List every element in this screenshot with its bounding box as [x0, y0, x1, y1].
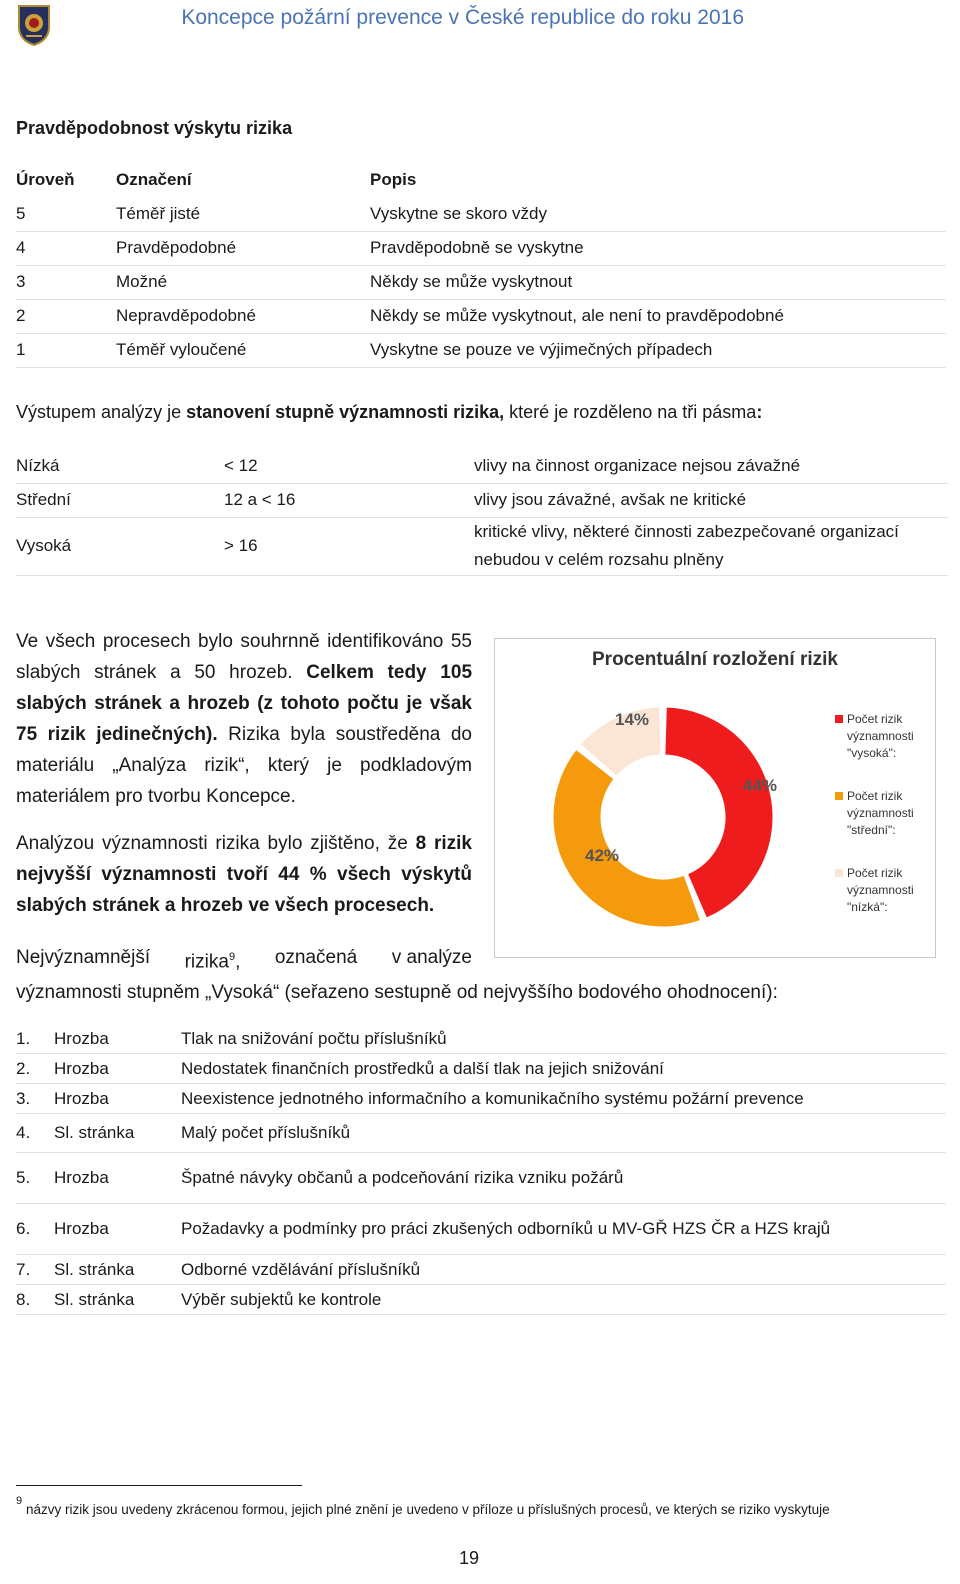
legend-item-medium	[835, 788, 931, 839]
band-name: Vysoká	[16, 517, 224, 575]
chart-legend	[835, 711, 931, 942]
risk-number: 1.	[16, 1024, 54, 1054]
column-header: Úroveň	[16, 170, 75, 189]
table-row	[16, 197, 946, 231]
output-colon: :	[756, 402, 763, 422]
risk-type: Hrozba	[54, 1153, 181, 1204]
intro-word: v analýze	[391, 947, 472, 968]
risk-number: 4.	[16, 1114, 54, 1153]
level-cell: 5	[16, 197, 116, 231]
table-row	[16, 231, 946, 265]
p2-bold: 8 rizik nejvyšší významnosti tvoří 44 % všech výskytů slabých stránek a hrozeb ve všech procesech.	[16, 833, 472, 916]
intro-line	[16, 942, 472, 977]
legend-swatch	[835, 715, 843, 723]
table-row	[16, 1084, 946, 1114]
data-label-low: 14%	[615, 710, 650, 729]
table-header-row	[16, 163, 946, 197]
chart-title: Procentuální rozložení rizik	[592, 649, 838, 670]
footnote-text: názvy rizik jsou uvedeny zkrácenou formou, jejich plné znění je uvedeno v příloze u příslušných procesů, ve kterých se riziko vyskytuje	[26, 1502, 830, 1517]
risk-type: Sl. stránka	[54, 1285, 181, 1315]
output-sentence	[16, 402, 762, 423]
risk-text: Nedostatek finančních prostředků a další tlak na jejich snižování	[181, 1054, 946, 1084]
table-row	[16, 1285, 946, 1315]
band-desc: kritické vlivy, některé činnosti zabezpečované organizací nebudou v celém rozsahu plněny	[474, 517, 948, 575]
band-desc: vlivy jsou závažné, avšak ne kritické	[474, 483, 948, 517]
risk-number: 2.	[16, 1054, 54, 1084]
risk-number: 6.	[16, 1204, 54, 1255]
label-cell: Téměř vyloučené	[116, 333, 370, 367]
table-row	[16, 299, 946, 333]
table-row	[16, 1024, 946, 1054]
legend-item-high	[835, 711, 931, 762]
column-header: Popis	[370, 170, 417, 189]
intro-word: rizika	[184, 951, 229, 973]
page-number: 19	[458, 1548, 480, 1568]
probability-table	[16, 163, 946, 368]
top-risks-table	[16, 1024, 946, 1315]
output-prefix: Výstupem analýzy je	[16, 402, 187, 422]
p1-tail: Rizika byla soustředěna do materiálu „Analýza rizik“, který je podkladovým materiálem pro tvorbu Koncepce.	[16, 724, 472, 807]
risk-text: Malý počet příslušníků	[181, 1114, 946, 1153]
risk-text: Výběr subjektů ke kontrole	[181, 1285, 946, 1315]
risk-number: 8.	[16, 1285, 54, 1315]
risk-distribution-chart	[494, 638, 936, 958]
desc-cell: Pravděpodobně se vyskytne	[370, 231, 946, 265]
risk-type: Sl. stránka	[54, 1255, 181, 1285]
risk-type: Sl. stránka	[54, 1114, 181, 1153]
table-row	[16, 517, 948, 575]
risk-type: Hrozba	[54, 1084, 181, 1114]
level-cell: 4	[16, 231, 116, 265]
analysis-paragraph	[16, 828, 472, 921]
document-title: Koncepce požární prevence v České republice do roku 2016	[181, 6, 744, 29]
risk-text: Špatné návyky občanů a podceňování rizika vzniku požárů	[181, 1153, 946, 1204]
legend-swatch	[835, 792, 843, 800]
legend-item-low	[835, 865, 931, 916]
risk-type: Hrozba	[54, 1024, 181, 1054]
p2-normal: Analýzou významnosti rizika bylo zjištěno, že	[16, 833, 416, 854]
level-cell: 2	[16, 299, 116, 333]
intro-line: významnosti stupněm „Vysoká“ (seřazeno sestupně od nejvyššího bodového ohodnocení):	[16, 982, 778, 1004]
p1-normal: Ve všech procesech bylo souhrnně identifikováno 55 slabých stránek a 50 hrozeb.	[16, 631, 472, 683]
risk-type: Hrozba	[54, 1054, 181, 1084]
donut-slice-medium	[553, 749, 700, 927]
intro-word-group	[185, 942, 241, 977]
risk-text: Neexistence jednotného informačního a komunikačního systému požární prevence	[181, 1084, 946, 1114]
table-row	[16, 1153, 946, 1204]
legend-label: Počet rizik významnosti "střední":	[847, 789, 914, 837]
intro-word: Nejvýznamnější	[16, 947, 151, 968]
intro-word: ,	[235, 951, 241, 973]
fire-rescue-emblem-icon	[16, 3, 52, 47]
legend-label: Počet rizik významnosti "nízká":	[847, 866, 914, 914]
significant-risks-intro	[16, 942, 948, 1008]
table-row	[16, 483, 948, 517]
band-range: < 12	[224, 449, 474, 483]
footnote-mark: 9	[16, 1495, 23, 1507]
legend-swatch	[835, 869, 843, 877]
summary-text	[16, 626, 472, 937]
band-range: > 16	[224, 517, 474, 575]
label-cell: Možné	[116, 265, 370, 299]
legend-label: Počet rizik významnosti "vysoká":	[847, 712, 914, 760]
risk-text: Tlak na snižování počtu příslušníků	[181, 1024, 946, 1054]
risk-number: 3.	[16, 1084, 54, 1114]
table-row	[16, 1255, 946, 1285]
summary-paragraph	[16, 626, 472, 812]
desc-cell: Někdy se může vyskytnout	[370, 265, 946, 299]
significance-band-table	[16, 449, 948, 576]
band-name: Nízká	[16, 449, 224, 483]
data-label-high: 44%	[743, 776, 778, 795]
column-header: Označení	[116, 170, 192, 189]
output-suffix: které je rozděleno na tři pásma	[504, 402, 757, 422]
level-cell: 1	[16, 333, 116, 367]
table-row	[16, 1114, 946, 1153]
data-label-medium: 42%	[585, 846, 620, 865]
risk-number: 7.	[16, 1255, 54, 1285]
table-row	[16, 449, 948, 483]
level-cell: 3	[16, 265, 116, 299]
output-bold: stanovení stupně významnosti rizika,	[186, 402, 505, 422]
desc-cell: Někdy se může vyskytnout, ale není to pravděpodobné	[370, 299, 946, 333]
table-row	[16, 1204, 946, 1255]
table-row	[16, 333, 946, 367]
p1-bold: Celkem tedy 105 slabých stránek a hrozeb (z tohoto počtu je však 75 rizik jedinečných).	[16, 662, 473, 745]
table-row	[16, 1054, 946, 1084]
band-desc: vlivy na činnost organizace nejsou závažné	[474, 449, 948, 483]
probability-heading: Pravděpodobnost výskytu rizika	[16, 118, 293, 138]
risk-text: Odborné vzdělávání příslušníků	[181, 1255, 946, 1285]
desc-cell: Vyskytne se skoro vždy	[370, 197, 946, 231]
label-cell: Téměř jisté	[116, 197, 370, 231]
risk-number: 5.	[16, 1153, 54, 1204]
band-name: Střední	[16, 483, 224, 517]
page-header	[0, 0, 960, 50]
footnote-ref: 9	[228, 951, 236, 963]
desc-cell: Vyskytne se pouze ve výjimečných případech	[370, 333, 946, 367]
label-cell: Nepravděpodobné	[116, 299, 370, 333]
risk-type: Hrozba	[54, 1204, 181, 1255]
label-cell: Pravděpodobné	[116, 231, 370, 265]
band-range: 12 a < 16	[224, 483, 474, 517]
footnote-divider	[16, 1485, 302, 1486]
table-row	[16, 265, 946, 299]
risk-text: Požadavky a podmínky pro práci zkušených odborníků u MV-GŘ HZS ČR a HZS krajů	[181, 1204, 946, 1255]
intro-word: označená	[274, 947, 358, 968]
